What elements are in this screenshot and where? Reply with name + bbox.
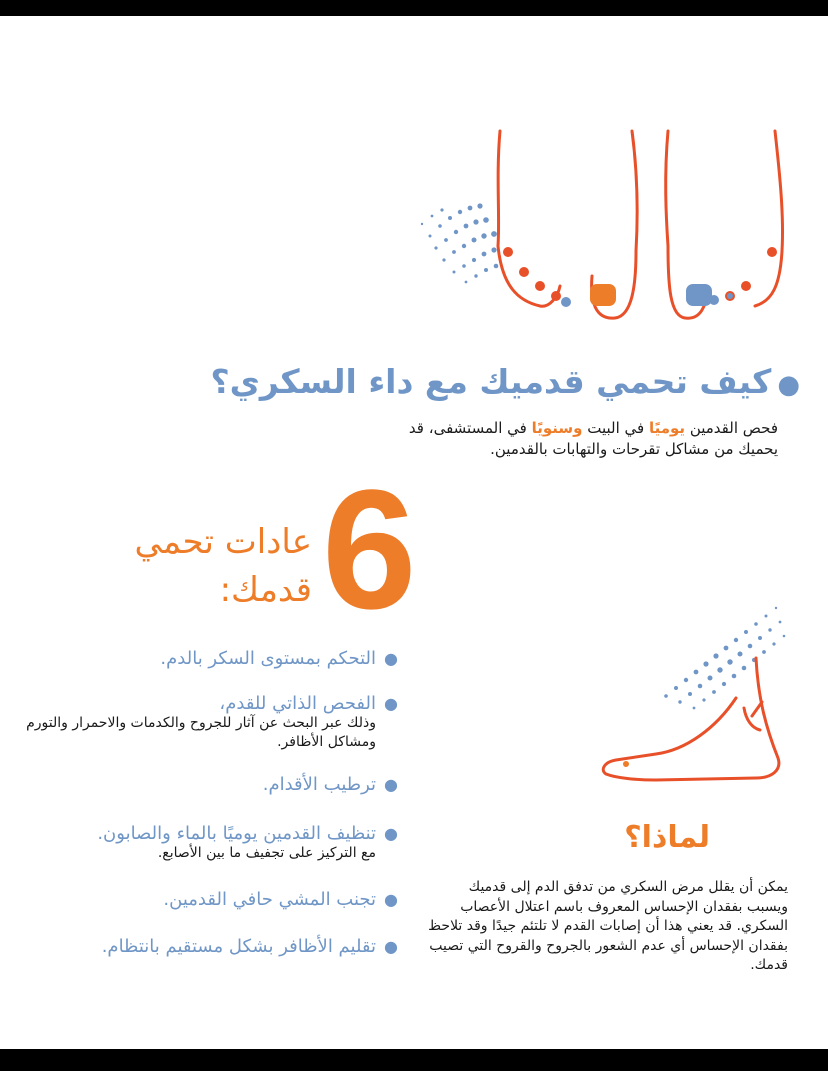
bullet-icon: ●	[384, 775, 398, 794]
bullet-icon: ●	[384, 937, 398, 956]
bullet-icon: ●	[384, 890, 398, 909]
habit-title: تنظيف القدمين يوميًا بالماء والصابون.	[97, 823, 377, 844]
bullet-icon: ●	[384, 824, 398, 843]
why-heading: لماذا؟	[624, 820, 710, 855]
habit-detail: وذلك عبر البحث عن آثار للجروح والكدمات والاحمرار والتورم ومشاكل الأظافر.	[26, 715, 376, 750]
habit-item	[18, 693, 398, 752]
bullet-icon: ●	[384, 649, 398, 668]
halftone-dots-bottom	[664, 607, 785, 710]
main-title-text: كيف تحمي قدميك مع داء السكري؟	[210, 362, 772, 401]
highlight-yearly: وسنويًا	[531, 419, 583, 437]
habits-heading: عادات تحمي قدمك:	[134, 522, 312, 610]
title-bullet: ●	[777, 370, 800, 400]
habit-title: تجنب المشي حافي القدمين.	[163, 889, 377, 910]
habits-list	[18, 648, 398, 957]
habit-title: تقليم الأظافر بشكل مستقيم بانتظام.	[101, 936, 377, 957]
intro-paragraph: فحص القدمين يوميًا في البيت وسنويًا في المستشفى، قد يحميك من مشاكل تقرحات والتهابات بالقدمين.	[408, 419, 778, 458]
habit-detail: مع التركيز على تجفيف ما بين الأصابع.	[157, 845, 376, 861]
habit-item	[18, 774, 398, 795]
main-title	[210, 362, 800, 401]
habit-item	[18, 936, 398, 957]
halftone-dots-top	[421, 203, 499, 283]
top-black-bar	[0, 0, 828, 16]
bottom-black-bar	[0, 1049, 828, 1071]
habit-item	[18, 823, 398, 863]
why-paragraph: يمكن أن يقلل مرض السكري من تدفق الدم إلى قدميك ويسبب بفقدان الإحساس المعروف باسم اعتلال الأعصاب السكري. قد يعني هذا أن إصابات القدم لا تلتئم جيدًا وقد تلاحظ بفقدان الإحساس أي عدم الشعور بالجروح والقروح التي تصيب قدمك.	[428, 879, 788, 973]
bullet-icon: ●	[384, 694, 398, 713]
feet-front-illustration	[400, 126, 800, 326]
habit-item	[18, 648, 398, 669]
habit-title: ترطيب الأقدام.	[262, 774, 377, 795]
habit-title: التحكم بمستوى السكر بالدم.	[160, 648, 377, 669]
habits-count: 6	[322, 455, 417, 645]
highlight-daily: يوميًا	[648, 419, 686, 437]
habit-title: الفحص الذاتي للقدم،	[219, 693, 377, 714]
habit-item	[18, 889, 398, 910]
foot-side-illustration	[596, 598, 796, 788]
